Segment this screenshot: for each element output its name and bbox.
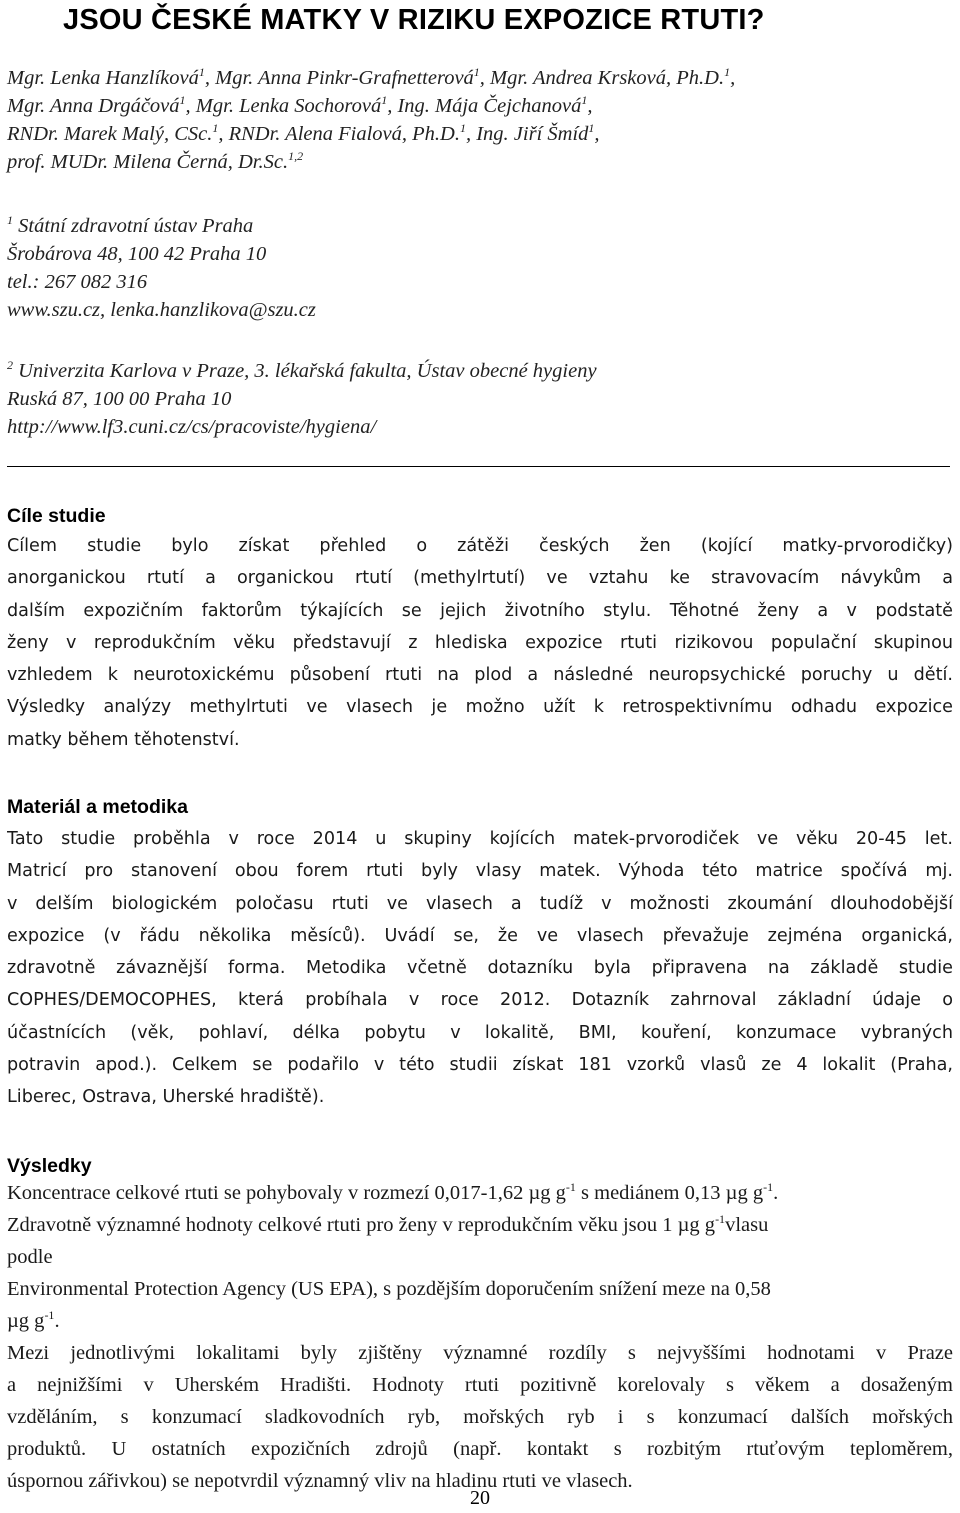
horizontal-rule — [7, 466, 950, 467]
paragraph-line: potravin apod.). Celkem se podařilo v této studii získat 181 vzorků vlasů ze 4 lokalit (Praha, — [7, 1055, 953, 1076]
text-run: vlasu — [725, 1214, 769, 1236]
paragraph-line: Liberec, Ostrava, Uherské hradiště). — [7, 1087, 325, 1108]
paragraph-line: účastnících (věk, pohlaví, délka pobytu v lokalitě, BMI, kouření, konzumace vybraných — [7, 1022, 953, 1043]
text-run: . — [773, 1182, 779, 1204]
paragraph-line: ženy v reprodukčním věku představují z hlediska expozice rtuti rizikovou populační skupinou — [7, 632, 953, 653]
paragraph-line: matky během těhotenství. — [7, 729, 240, 750]
text-run: prof. MUDr. Milena Černá, Dr.Sc. — [7, 151, 289, 173]
paragraph-line: úspornou zářivkou) se nepotvrdil významný vliv na hladinu rtuti ve vlasech. — [7, 1470, 633, 1492]
text-run: , Ing. Jiří Šmíd — [465, 123, 589, 145]
superscript: -1 — [565, 1180, 576, 1194]
section-heading-results: Výsledky — [7, 1155, 92, 1177]
affiliation-name: $^2$ Univerzita Karlova v Praze, 3. lékařská fakulta, Ústav obecné hygieny — [7, 358, 597, 382]
results-line — [7, 1209, 953, 1241]
text-run: Zdravotně významné hodnoty celkové rtuti pro ženy v reprodukčním věku jsou 1 µg g — [7, 1214, 716, 1236]
affiliation-phone: tel.: 267 082 316 — [7, 271, 148, 293]
section-heading-goals: Cíle studie — [7, 505, 106, 527]
paragraph-line: produktů. U ostatních expozičních zdrojů (např. kontakt s rozbitým rtuťovým teploměrem, — [7, 1438, 953, 1460]
superscript: 1 — [179, 93, 186, 107]
affiliation-web[interactable]: http://www.lf3.cuni.cz/cs/pracoviste/hygiena/ — [7, 416, 377, 438]
paragraph-line: anorganickou rtutí a organickou rtutí (methylrtutí) ve vztahu ke stravovacím návykům a — [7, 568, 953, 589]
section-body-results — [7, 1177, 953, 1497]
paragraph-line: vzhledem k neurotoxickému působení rtuti na plod a následné neuropsychické poruchy u dětí. — [7, 665, 953, 686]
text-run: , — [730, 67, 736, 89]
text-run: , — [587, 95, 593, 117]
paragraph-line: dalším expozičním faktorům týkajících se jejich životního stylu. Těhotné ženy a v podstatě — [7, 600, 953, 621]
paragraph-line: a nejnižšími v Uherském Hradišti. Hodnoty rtuti pozitivně korelovaly s věkem a dosaženým — [7, 1374, 953, 1396]
text-run: , RNDr. Alena Fialová, Ph.D. — [218, 123, 460, 145]
text-run: , — [594, 123, 600, 145]
author-line — [7, 148, 735, 176]
section-body-goals — [7, 530, 953, 756]
superscript: 1 — [724, 65, 731, 79]
paragraph-line: Matricí pro stanovení obou forem rtuti byly vlasy matek. Výhoda této matrice spočívá mj. — [7, 861, 953, 882]
results-line: podle — [7, 1246, 53, 1268]
results-line — [7, 1177, 953, 1209]
text-run: s mediánem 0,13 µg g — [575, 1182, 764, 1204]
page-number: 20 — [470, 1487, 490, 1509]
text-run: , Mgr. Anna Pinkr-Grafnetterová — [204, 67, 474, 89]
text-run: Mgr. Lenka Hanzlíková — [7, 67, 199, 89]
author-line — [7, 64, 735, 92]
paragraph-line: Cílem studie bylo získat přehled o zátěži českých žen (kojící matky-prvorodičky) — [7, 536, 953, 556]
author-list — [7, 64, 735, 176]
paragraph-line: Výsledky analýzy methylrtuti ve vlasech je možno užít k retrospektivnímu odhadu expozice — [7, 697, 953, 718]
superscript: -1 — [44, 1308, 55, 1322]
superscript: 1 — [381, 93, 388, 107]
affiliation-1 — [7, 212, 316, 324]
affiliation-name: $^1$ Státní zdravotní ústav Praha — [7, 213, 254, 237]
affiliation-address: Šrobárova 48, 100 42 Praha 10 — [7, 243, 267, 265]
superscript: 1 — [581, 93, 588, 107]
results-line: Environmental Protection Agency (US EPA), s pozdějším doporučením snížení meze na 0,58 — [7, 1278, 771, 1300]
superscript: 1 — [459, 121, 466, 135]
paragraph-line: vzděláním, s konzumací sladkovodních ryb, mořských ryb i s konzumací dalších mořských — [7, 1406, 953, 1428]
paragraph-line: COPHES/DEMOCOPHES, která probíhala v roce 2012. Dotazník zahrnoval základní údaje o — [7, 990, 953, 1011]
author-line — [7, 120, 735, 148]
superscript: 1 — [473, 65, 480, 79]
superscript: -1 — [715, 1212, 726, 1226]
superscript: -1 — [763, 1180, 774, 1194]
text-run: µg g — [7, 1310, 45, 1332]
text-run: , Mgr. Lenka Sochorová — [185, 95, 382, 117]
superscript: 1 — [212, 121, 219, 135]
text-run: , Ing. Mája Čejchanová — [387, 95, 582, 117]
superscript: 1 — [588, 121, 595, 135]
paragraph-line: v delším biologickém poločasu rtuti ve vlasech a tudíž v možnosti zkoumání dlouhodobější — [7, 893, 953, 914]
section-heading-methods: Materiál a metodika — [7, 796, 188, 818]
results-paragraph — [7, 1337, 953, 1497]
superscript: 1 — [198, 65, 205, 79]
paragraph-line: Tato studie proběhla v roce 2014 u skupiny kojících matek-prvorodiček ve věku 20-45 let. — [7, 829, 953, 849]
section-body-methods — [7, 823, 953, 1114]
paragraph-line: expozice (v řádu několika měsíců). Uvádí se, že ve vlasech převažuje zejména organická, — [7, 925, 953, 946]
results-line — [7, 1305, 953, 1337]
paragraph-line: Mezi jednotlivými lokalitami byly zjištěny významné rozdíly s nejvyššími hodnotami v Praze — [7, 1342, 953, 1364]
paragraph-line: zdravotně závaznější forma. Metodika včetně dotazníku byla připravena na základě studie — [7, 958, 953, 979]
paper-title: JSOU ČESKÉ MATKY V RIZIKU EXPOZICE RTUTI? — [63, 4, 765, 36]
affiliation-address: Ruská 87, 100 00 Praha 10 — [7, 388, 232, 410]
affiliation-2 — [7, 357, 597, 441]
text-run: Mgr. Anna Drgáčová — [7, 95, 180, 117]
superscript: 1,2 — [288, 149, 304, 163]
text-run: . — [54, 1310, 60, 1332]
author-line — [7, 92, 735, 120]
text-run: RNDr. Marek Malý, CSc. — [7, 123, 213, 145]
text-run: , Mgr. Andrea Krsková, Ph.D. — [479, 67, 725, 89]
text-run: Koncentrace celkové rtuti se pohybovaly v rozmezí 0,017-1,62 µg g — [7, 1182, 566, 1204]
affiliation-web[interactable]: www.szu.cz, lenka.hanzlikova@szu.cz — [7, 299, 316, 321]
